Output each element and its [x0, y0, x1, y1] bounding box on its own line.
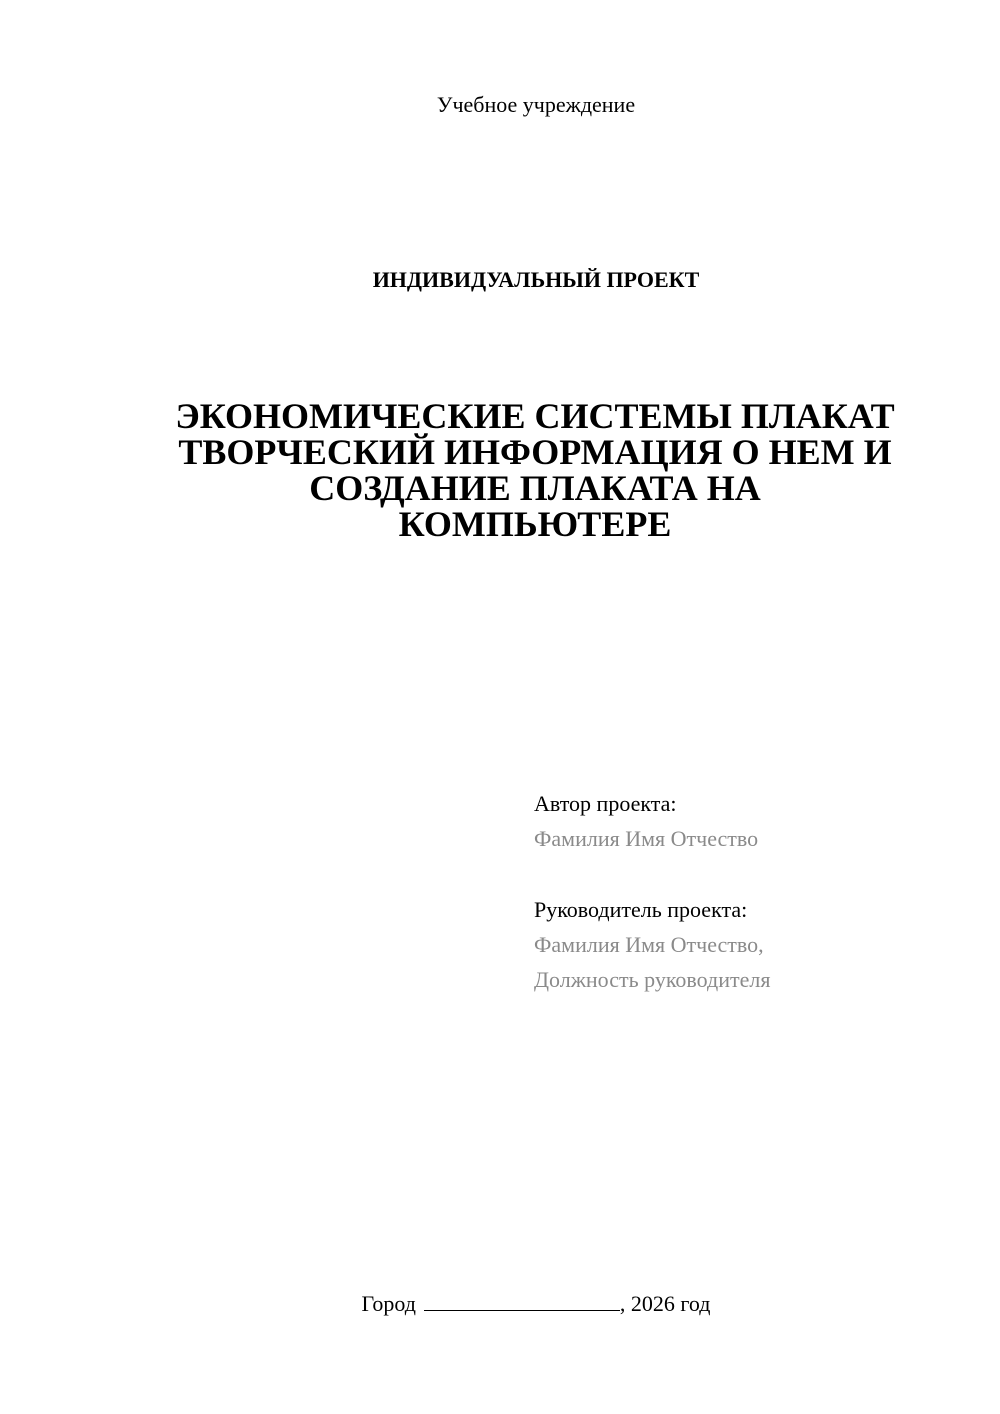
institution-name: Учебное учреждение [436, 92, 636, 117]
author-name: Фамилия Имя Отчество [534, 826, 759, 851]
supervisor-name: Фамилия Имя Отчество, [534, 932, 764, 957]
project-title-line: ЭКОНОМИЧЕСКИЕ СИСТЕМЫ ПЛАКАТ [175, 396, 895, 436]
city-blank-line [424, 1290, 620, 1311]
project-people-block [534, 786, 964, 997]
project-title-line: КОМПЬЮТЕРЕ [398, 504, 672, 544]
project-title-line: ТВОРЧЕСКИЙ ИНФОРМАЦИЯ О НЕМ И [178, 432, 892, 472]
project-title [0, 398, 1000, 542]
project-type-heading: ИНДИВИДУАЛЬНЫЙ ПРОЕКТ [372, 267, 700, 292]
city-year-footer [0, 1290, 1000, 1318]
section-spacer [534, 856, 964, 892]
year-text: , 2026 год [619, 1291, 711, 1316]
supervisor-position: Должность руководителя [534, 967, 771, 992]
author-label: Автор проекта: [534, 791, 677, 816]
city-label: Город [361, 1291, 416, 1316]
project-title-line: СОЗДАНИЕ ПЛАКАТА НА [309, 468, 761, 508]
supervisor-label: Руководитель проекта: [534, 897, 748, 922]
